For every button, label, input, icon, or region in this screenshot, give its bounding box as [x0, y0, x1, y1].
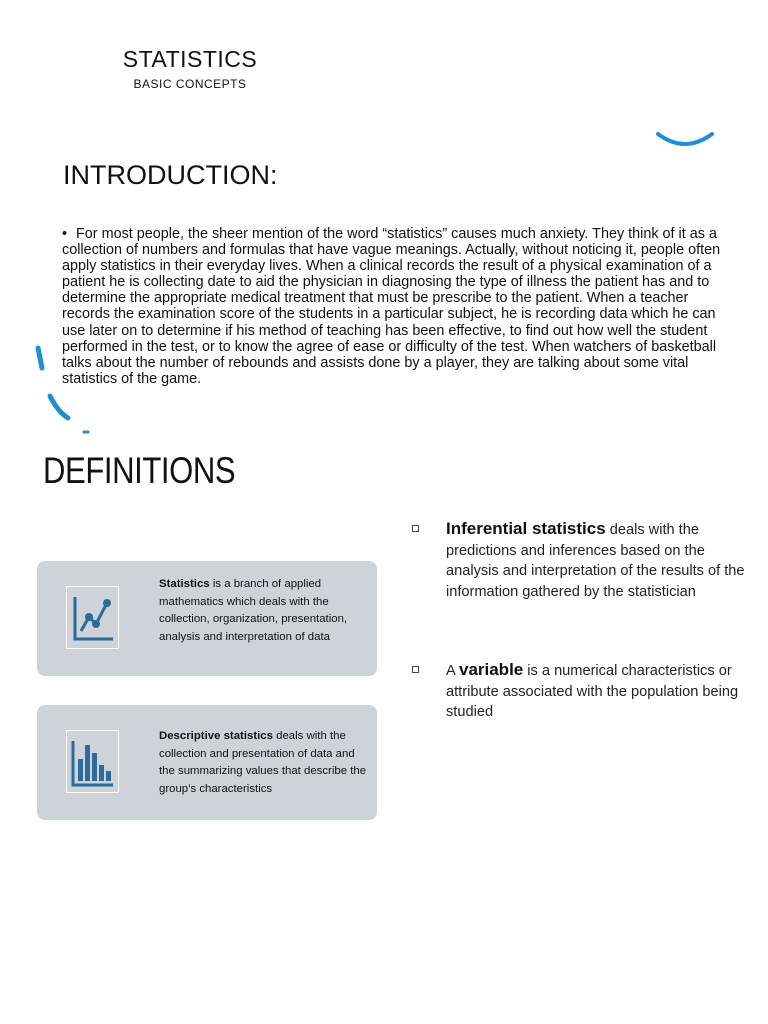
definition-card-descriptive-statistics — [37, 705, 377, 820]
statistics-definition-text: is a branch of applied mathematics which deals with the collection, organization, presentation, analysis and interpretation of data — [159, 578, 348, 643]
variable-definition — [446, 660, 746, 723]
inferential-statistics-definition — [446, 519, 746, 602]
descriptive-statistics-definition — [159, 728, 371, 798]
decorative-arc-top-right — [650, 128, 720, 152]
descriptive-statistics-term: Descriptive statistics — [159, 730, 273, 742]
introduction-heading: INTRODUCTION: — [63, 160, 278, 190]
definition-card-statistics — [37, 561, 377, 676]
introduction-paragraph — [62, 226, 732, 387]
statistics-definition — [159, 576, 371, 646]
inferential-statistics-definition-text: deals with the predictions and inferences based on the analysis and interpretation of the results of the information gathered by the statistician — [446, 522, 745, 600]
line-chart-icon — [66, 586, 119, 649]
variable-definition-text: is a numerical characteristics or attribute associated with the population being studied — [446, 663, 739, 720]
document-subtitle: BASIC CONCEPTS — [133, 77, 247, 91]
variable-term: variable — [458, 660, 524, 679]
bar-chart-icon — [66, 730, 119, 793]
variable-prefix: A — [446, 663, 459, 679]
descriptive-statistics-definition-text: deals with the collection and presentation of data and the summarizing values that describe the group’s characteristics — [159, 730, 367, 795]
square-bullet-icon — [412, 525, 419, 532]
document-title: STATISTICS — [122, 46, 258, 72]
inferential-statistics-term: Inferential statistics — [446, 519, 606, 538]
definitions-heading: DEFINITIONS — [43, 450, 236, 491]
square-bullet-icon — [412, 666, 419, 673]
statistics-term: Statistics — [159, 578, 210, 590]
introduction-text: For most people, the sheer mention of the word “statistics” causes much anxiety. They think of it as a collection of numbers and formulas that have vague meanings. Actually, without noticing it, people often apply statistics in their everyday lives. When a clinical records the result of a physical examination of a patient he is collecting date to aid the physician in diagnosing the type of illness the patient has and to determine the appropriate medical treatment that must be prescribe to the patient. When a teacher records the examination score of the students in a particular subject, he is recording data which he can use later on to determine if his method of teaching has been effective, to find out how well the student performed in the test, or to know the agree of ease or difficulty of the test. When watchers of basketball talks about the number of rebounds and assists done by a player, they are talking about some vital statistics of the game. — [62, 226, 721, 387]
bullet-marker: • — [62, 226, 68, 242]
